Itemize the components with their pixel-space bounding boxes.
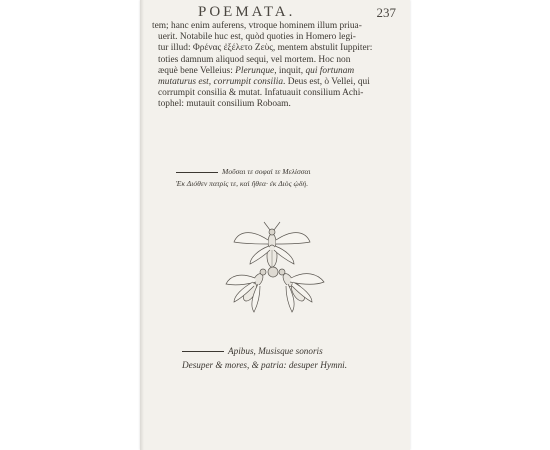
body-paragraph [152,21,402,111]
body-line: tem; hanc enim auferens, vtroque hominem illum priua- [152,21,362,31]
body-line-text: . Deus est, ò Vellei, qui [283,77,370,88]
body-italic-text: Plerunque [235,65,275,76]
body-line-text: , inquit, [274,65,306,76]
running-title: POEMATA. [198,4,296,20]
dash-rule [182,351,224,352]
body-line-text: æquè bene Velleius: [158,65,236,76]
body-line: toties damnum aliquod sequi, vel mortem. Hoc non [158,54,351,65]
greek-epigraph-line: Ἐκ Διόθεν πατρίς τε, καὶ ἤθεα· ἐκ Διὸς ᾠδή. [176,179,309,188]
body-italic-text: qui fortunam [305,65,355,76]
body-line: uerit. Notabile huc est, quòd quoties in Homero legi- [158,32,356,43]
body-line: tur illud: Φρένας ἐξέλετο Ζεὺς, mentem abstulit Iuppiter: [158,43,373,54]
book-page [140,0,410,450]
body-line: tophel: mutauit consilium Roboam. [158,99,291,110]
bees-engraving-icon [220,220,330,315]
body-line-mixed [152,66,402,77]
greek-epigraph-text: Μοῦσαι τε σοφαὶ τε Μελίσσαι [222,167,311,176]
greek-epigraph [176,166,406,190]
greek-epigraph-line [176,166,406,178]
dash-rule [176,172,218,173]
page-number: 237 [376,5,396,20]
latin-epigraph-line: Desuper & mores, & patria: desuper Hymni. [182,360,348,370]
body-italic-text: mutaturus est, corrumpit consilia [158,77,284,88]
latin-epigraph-text: Apibus, Musisque sonoris [228,346,323,356]
latin-epigraph [182,344,412,372]
gutter-shadow [140,0,144,450]
body-line: corrumpit consilia & mutat. Infatuauit consilium Achi- [158,88,364,99]
running-head [140,4,410,22]
latin-epigraph-line [182,344,412,358]
body-line-mixed [152,77,402,88]
